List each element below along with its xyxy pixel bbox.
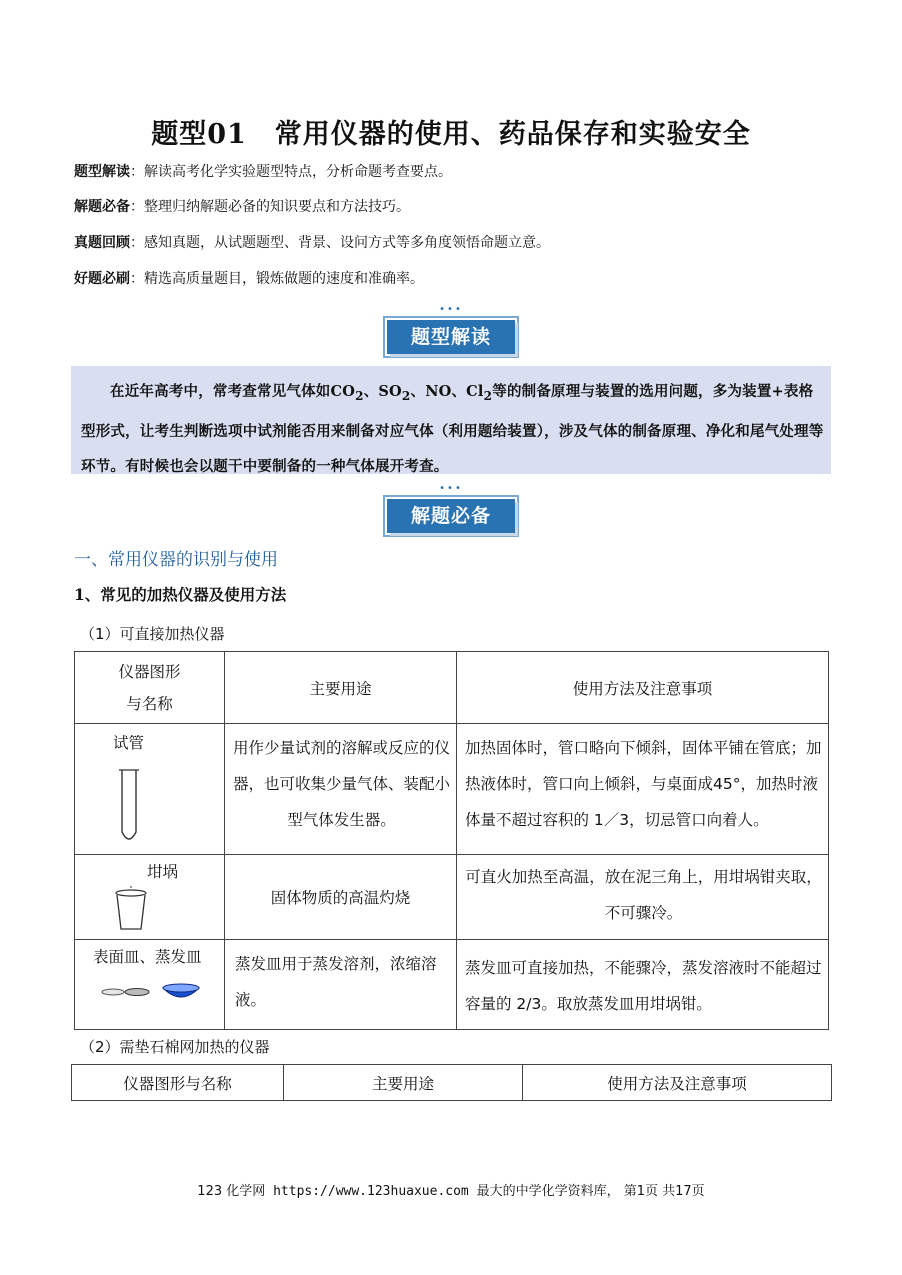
intro-line-1 — [74, 162, 452, 182]
intro-line-4 — [74, 269, 424, 289]
instrument-cell — [75, 724, 225, 855]
badge-label: 题型解读 — [387, 320, 515, 354]
subsection-heading: 1、常见的加热仪器及使用方法 — [74, 585, 287, 604]
header-cell: 使用方法及注意事项 — [457, 652, 829, 724]
test-tube-icon — [113, 760, 153, 850]
evaporating-dish-icon — [101, 976, 201, 1006]
intro-text: ：解读高考化学实验题型特点，分析命题考查要点。 — [130, 164, 452, 180]
instrument-name: 试管 — [113, 734, 145, 752]
use-cell: 蒸发皿用于蒸发溶剂，浓缩溶液。 — [225, 940, 457, 1030]
intro-text: ：整理归纳解题必备的知识要点和方法技巧。 — [130, 199, 410, 215]
instrument-cell — [75, 855, 225, 940]
gauze-heating-table — [71, 1064, 832, 1101]
intro-label: 题型解读 — [74, 164, 130, 180]
page-footer: 123 化学网 https://www.123huaxue.com 最大的中学化学资料库， 第1页 共17页 — [197, 1184, 705, 1199]
section-heading: 一、常用仪器的识别与使用 — [74, 550, 278, 570]
table-row — [75, 855, 829, 940]
intro-text: ：感知真题，从试题题型、背景、设问方式等多角度领悟命题立意。 — [130, 235, 550, 251]
summary-box — [71, 366, 831, 474]
note-cell: 可直火加热至高温，放在泥三角上，用坩埚钳夹取，不可骤冷。 — [457, 855, 829, 940]
part-heading-1: （1）可直接加热仪器 — [80, 625, 225, 643]
intro-label: 解题必备 — [74, 199, 130, 215]
instrument-cell — [75, 940, 225, 1030]
badge-label: 解题必备 — [387, 499, 515, 533]
instrument-name: 坩埚 — [147, 863, 179, 881]
intro-label: 真题回顾 — [74, 235, 130, 251]
part-heading-2: （2）需垫石棉网加热的仪器 — [80, 1038, 270, 1056]
dots-decoration: ••• — [439, 483, 463, 494]
header-cell: 仪器图形与名称 — [72, 1065, 284, 1101]
summary-text: 在近年高考中，常考查常见气体如$CO_2$、$SO_2$、NO、$Cl_2$等的制备原理与装置的选用问题，多为装置+表格型形式，让考生判断选项中试剂能否用来制备对应气体（利用题给装置），涉及气体的制备原理、净化和尾气处理等环节。有时候也会以题干中要制备的一种气体展开考查。 — [81, 383, 824, 475]
note-cell: 蒸发皿可直接加热，不能骤冷，蒸发溶液时不能超过容量的 2/3。取放蒸发皿用坩埚钳。 — [457, 940, 829, 1030]
intro-text: ：精选高质量题目，锻炼做题的速度和准确率。 — [130, 271, 424, 287]
table-row — [75, 724, 829, 855]
use-cell: 用作少量试剂的溶解或反应的仪器，也可收集少量气体、装配小型气体发生器。 — [225, 724, 457, 855]
page-title: 题型01 常用仪器的使用、药品保存和实验安全 — [151, 119, 751, 150]
table-row — [75, 940, 829, 1030]
header-cell: 主要用途 — [284, 1065, 523, 1101]
intro-line-2 — [74, 197, 410, 217]
direct-heating-table — [74, 651, 829, 1030]
instrument-name: 表面皿、蒸发皿 — [93, 948, 202, 966]
crucible-icon — [111, 885, 155, 935]
intro-label: 好题必刷 — [74, 271, 130, 287]
header-cell: 主要用途 — [225, 652, 457, 724]
section-badge-interpretation — [383, 306, 519, 358]
header-cell: 仪器图形 与名称 — [75, 652, 225, 724]
section-badge-essentials — [383, 485, 519, 537]
use-cell: 固体物质的高温灼烧 — [225, 855, 457, 940]
intro-line-3 — [74, 233, 550, 253]
dots-decoration: ••• — [439, 304, 463, 315]
note-cell: 加热固体时，管口略向下倾斜，固体平铺在管底；加热液体时，管口向上倾斜，与桌面成45°，加热时液体量不超过容积的 1／3，切忌管口向着人。 — [457, 724, 829, 855]
header-cell: 使用方法及注意事项 — [523, 1065, 832, 1101]
